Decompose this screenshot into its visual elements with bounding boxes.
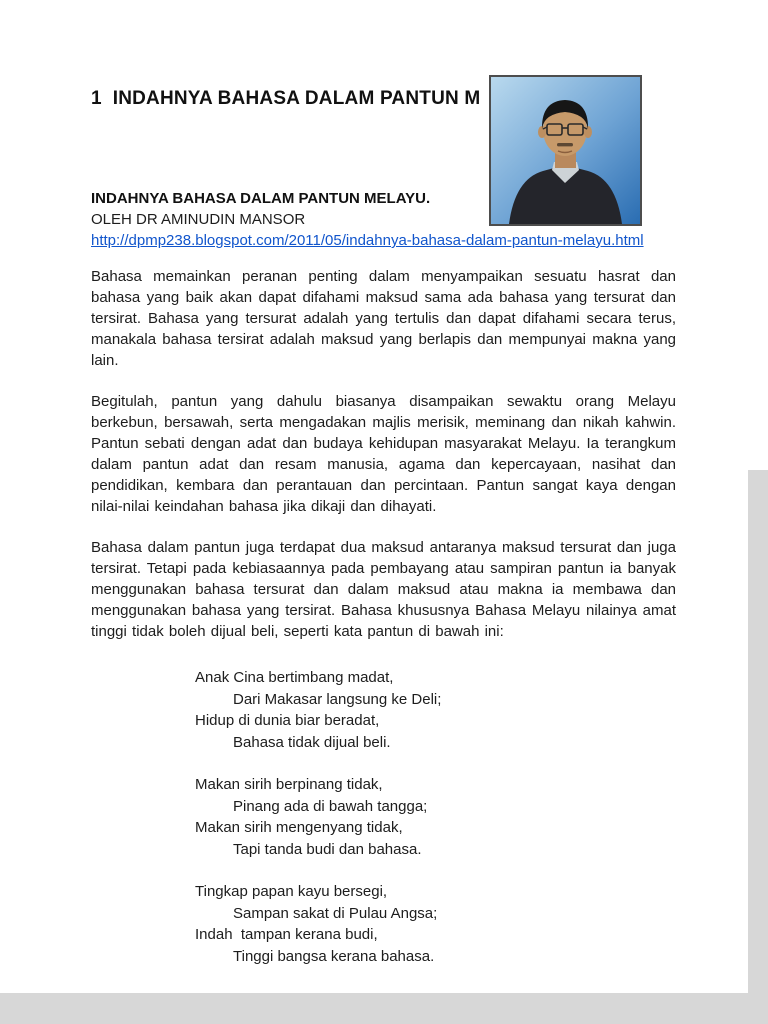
author-photo — [489, 75, 642, 226]
pantun-line: Anak Cina bertimbang madat, — [195, 669, 394, 686]
pantun-stanza — [195, 774, 676, 860]
pantun-line: Makan sirih berpinang tidak, — [195, 776, 383, 793]
body-paragraph: Begitulah, pantun yang dahulu biasanya disampaikan sewaktu orang Melayu berkebun, bersawah, serta mengadakan majlis merisik, meminang dan nikah kahwin. Pantun sebati dengan adat dan budaya kehidupan masyarakat Melayu. Ia terangkum dalam pantun adat dan resam manusia, agama dan kepercayaan, nasihat dan pendidikan, kembara dan perantauan dan percintaan. Pantun sangat kaya dengan nilai-nilai keindahan bahasa jika dikaji dan dihayati. — [91, 393, 676, 515]
pantun-line: Hidup di dunia biar beradat, — [195, 712, 380, 729]
pantun-line: Sampan sakat di Pulau Angsa; — [233, 904, 438, 922]
author-portrait-image — [491, 77, 640, 224]
pantun-line: Tinggi bangsa kerana bahasa. — [233, 947, 435, 965]
pantun-stanza — [195, 881, 676, 967]
article-title: INDAHNYA BAHASA DALAM PANTUN MELAYU. — [91, 190, 431, 207]
scrollbar-vertical[interactable] — [748, 470, 768, 1024]
page-edge-bottom — [0, 993, 768, 1024]
pantun-stanza — [195, 667, 676, 753]
pantun-line: Pinang ada di bawah tangga; — [233, 797, 428, 815]
pantun-line: Bahasa tidak dijual beli. — [233, 733, 391, 751]
pantun-line: Makan sirih mengenyang tidak, — [195, 819, 403, 836]
body-paragraph: Bahasa memainkan peranan penting dalam menyampaikan sesuatu hasrat dan bahasa yang baik akan dapat difahami maksud sama ada bahasa yang tersurat dan tersirat. Bahasa yang tersurat adalah yang tertulis dan dapat difahami secara terus, manakala bahasa tersirat adalah maksud yang berlapis dan mempunyai makna yang lain. — [91, 268, 676, 369]
article-source-link[interactable]: http://dpmp238.blogspot.com/2011/05/indahnya-bahasa-dalam-pantun-melayu.html — [91, 232, 644, 249]
pantun-line: Tapi tanda budi dan bahasa. — [233, 840, 422, 858]
pantun-line: Dari Makasar langsung ke Deli; — [233, 690, 442, 708]
article-byline: OLEH DR AMINUDIN MANSOR — [91, 211, 306, 228]
body-paragraph: Bahasa dalam pantun juga terdapat dua maksud antaranya maksud tersurat dan juga tersirat. Tetapi pada kebiasaannya pada pembayang atau sampiran pantun ia banyak menggunakan bahasa tersurat dan dalam maksud atau makna ia membawa dan menggunakan bahasa yang tersirat. Bahasa khususnya Bahasa Melayu nilainya amat tinggi tidak boleh dijual beli, seperti kata pantun di bawah ini: — [91, 539, 676, 640]
pantun-line: Tingkap papan kayu bersegi, — [195, 883, 388, 900]
pantun-line: Indah tampan kerana budi, — [195, 926, 378, 943]
page-heading: 1 INDAHNYA BAHASA DALAM PANTUN M — [91, 88, 481, 109]
pantun-block — [195, 667, 676, 967]
